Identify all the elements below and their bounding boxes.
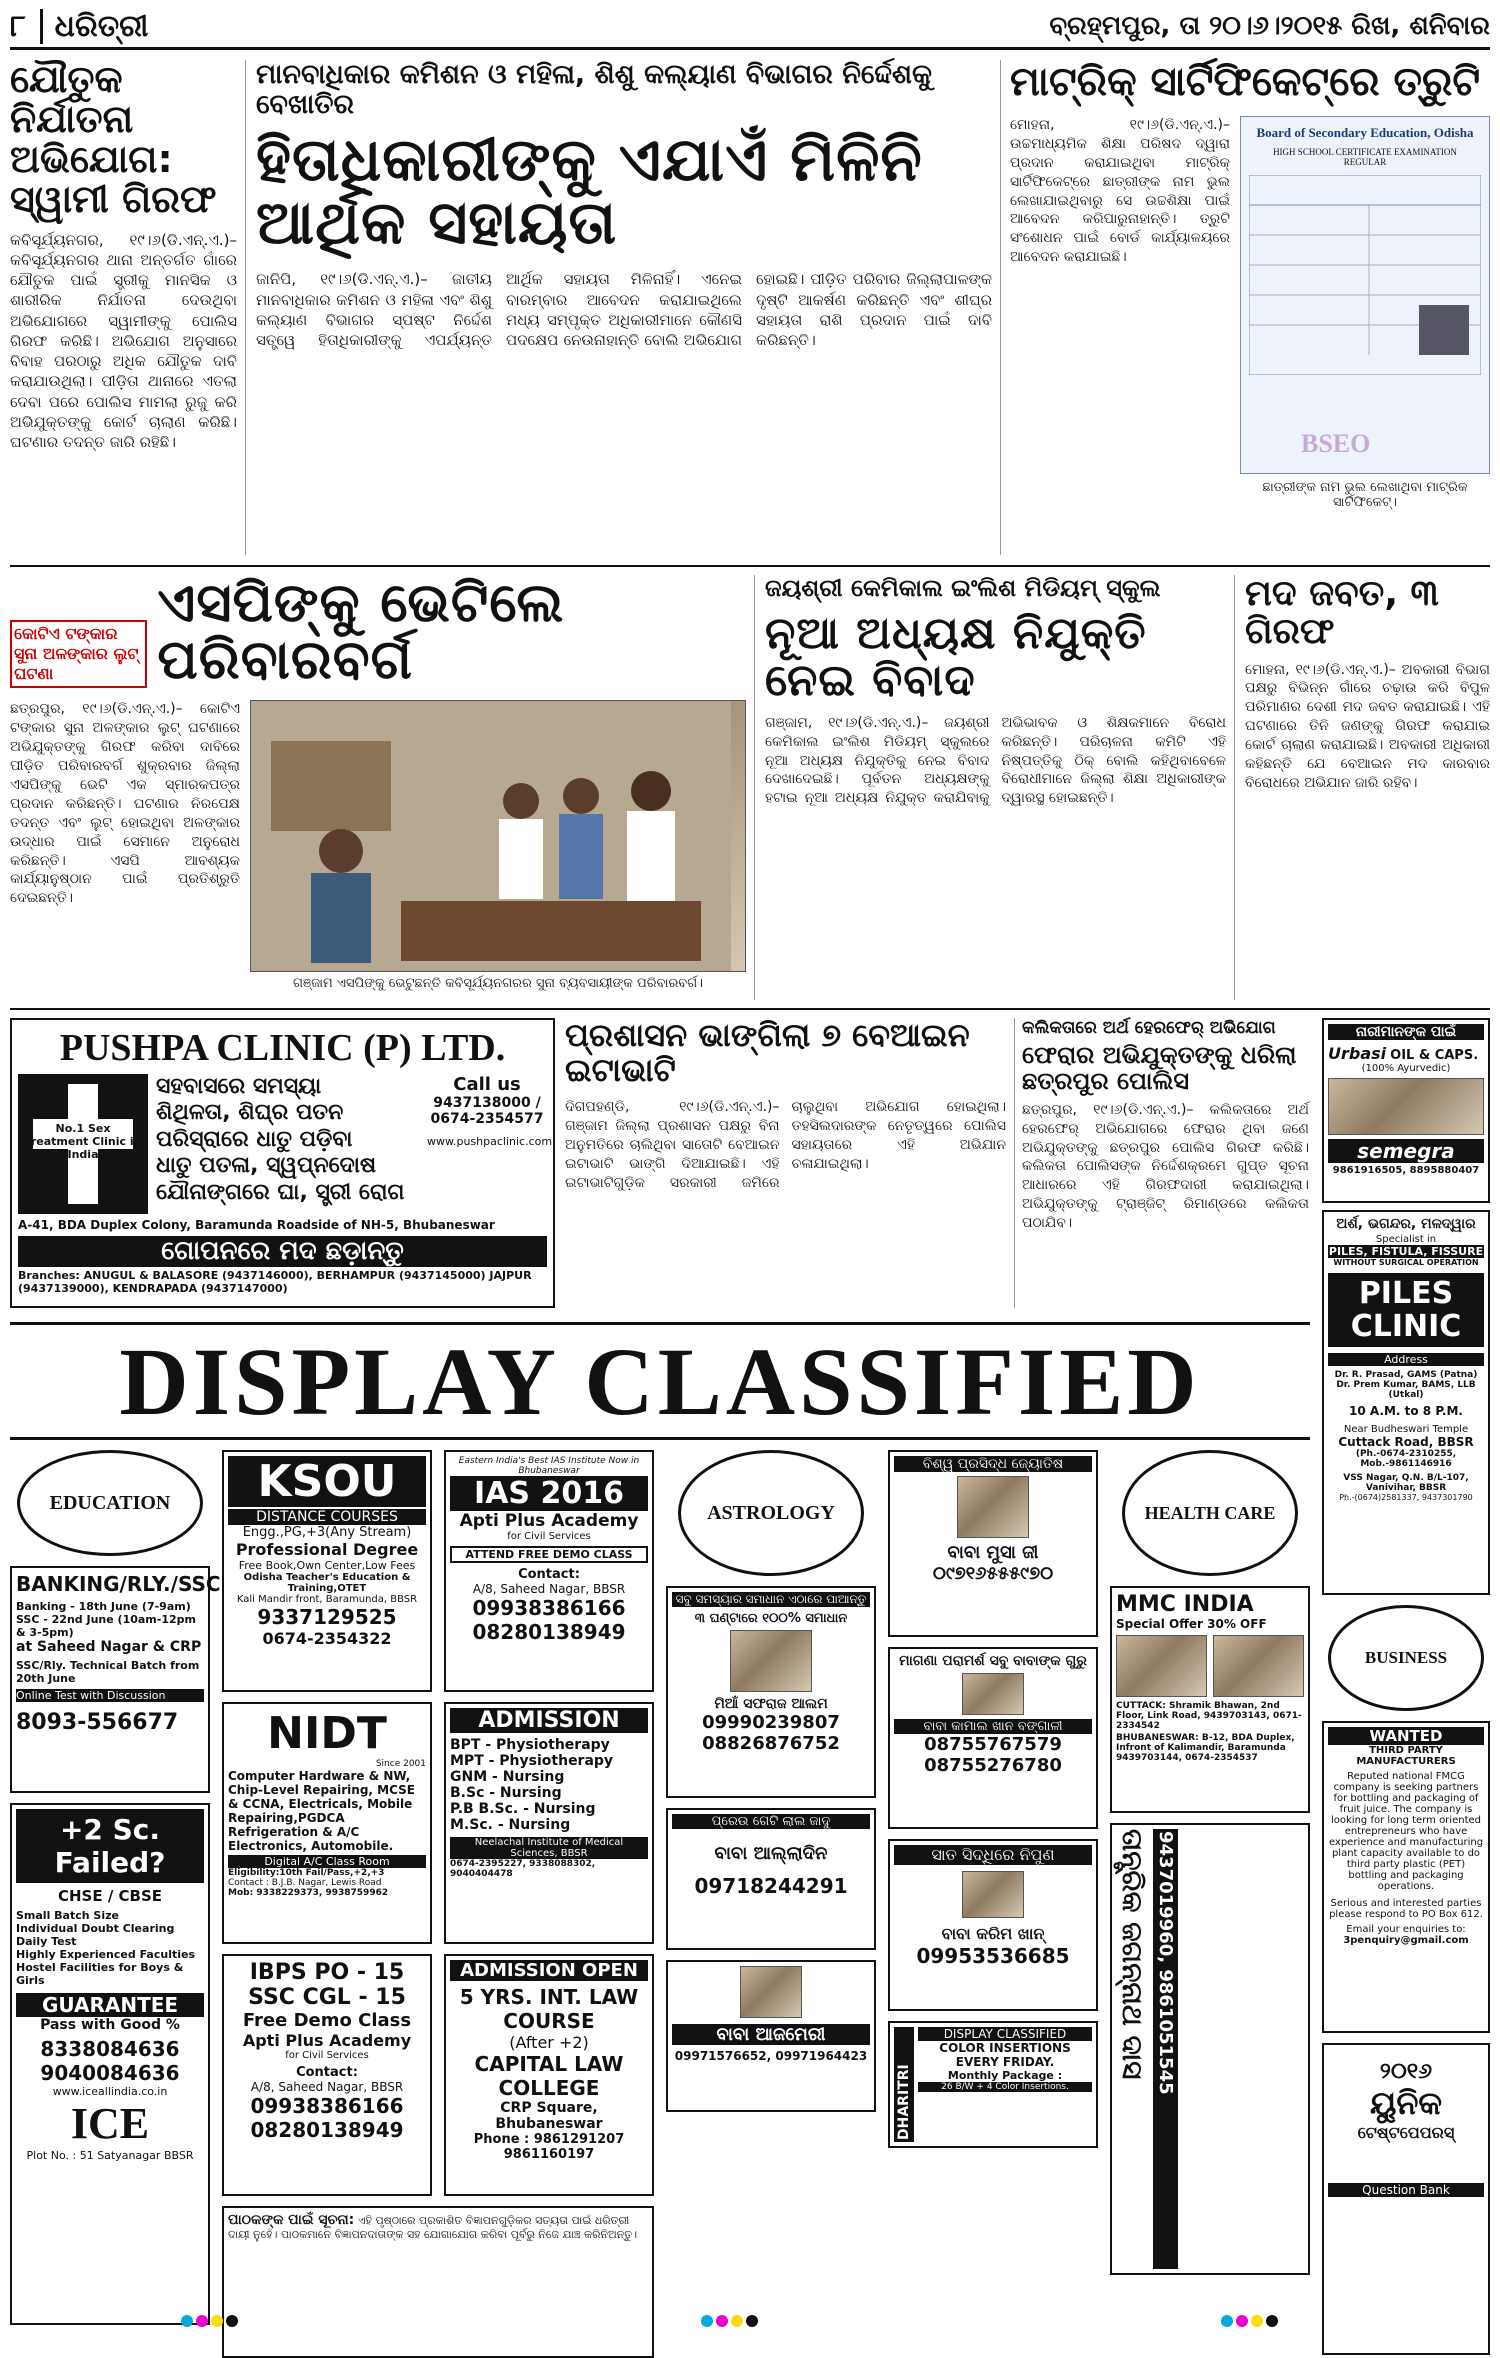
ad-vanik (10, 1566, 221, 1793)
ad-ias (444, 1450, 654, 1692)
phone-number: 09718244291 (694, 1874, 848, 1898)
ad-title: ପ୍ରେଉ ଗେଟି ଲାଲ ଜାଦୁ (672, 1814, 870, 1829)
ad-piles-clinic (1322, 1210, 1490, 1595)
address: CRP Square, Bhubaneswar (495, 2100, 603, 2132)
phone-number: Mob: 9338229373, 9938759962 (228, 1888, 389, 1898)
certificate-type: REGULAR (1343, 157, 1387, 167)
email: 3penquiry@gmail.com (1343, 1935, 1469, 1946)
ad-badge-text: No.1 Sex Treatment Clinic in India (24, 1122, 142, 1161)
brand-vertical: DHARITRI (894, 2027, 914, 2142)
ad-line: ଯୌନାଙ୍ଗରେ ଘା, ସ୍ତ୍ରୀ ରୋଗ (156, 1179, 405, 1205)
phone-number: 09971576652, 09971964423 (674, 2049, 868, 2063)
ad-line: Odisha Teacher's Education & Training,OTET (243, 1572, 411, 1594)
product-name: OIL & CAPS. (1390, 1048, 1479, 1063)
ad-line: Digital A/C Class Room (228, 1855, 426, 1868)
phone-number: 08280138949 (250, 2118, 404, 2142)
ad-line: ଧାତୁ ପତଳା, ସ୍ୱପ୍ନଦୋଷ (156, 1153, 377, 1179)
institute: Neelachal Institute of Medical Sciences, BBSR (450, 1837, 648, 1859)
ad-title: PILES CLINIC (1328, 1273, 1484, 1347)
ad-tag: for Civil Services (507, 1531, 591, 1542)
ad-conditions-odia: ଅର୍ଶ, ଭଗନ୍ଦର, ମଳଦ୍ୱାର (1336, 1216, 1476, 1232)
phone-number: ୦୯୭୧୬୫୫୫୯୭୦ (932, 1563, 1054, 1584)
address: BHUBANESWAR: B-12, BDA Duplex, Infront of Kalimandir, Baramunda 9439703144, 0674-2354537 (1116, 1733, 1295, 1763)
website: www.iceallindia.co.in (52, 2085, 168, 2098)
address: Plot No. : 51 Satyanagar BBSR (26, 2149, 194, 2162)
story-body: ଛତ୍ରପୁର, ୧୯।୬(ଡି.ଏନ୍.ଏ.)– କଲିକତାରେ ଅର୍ଥ ହେରଫେର୍ ଅଭିଯୋଗରେ ଫେରାର ଥିବା ଜଣେ ଅଭିଯୁକ୍ତଙ୍କୁ ଛତ୍ରପୁର ପୋଲିସ ଗିରଫ କରିଛି। କଲିକତା ପୋଲିସଙ୍କ ନିର୍ଦ୍ଦେଶକ୍ରମେ ଗୁପ୍ତ ସୂଚନା ଆଧାରରେ ଏହି ଗିରଫଦାରୀ କରାଯାଇଥିଲା। ଅଭିଯୁକ୍ତଙ୍କୁ ଟ୍ରାଞ୍ଜିଟ୍ ରିମାଣ୍ଡରେ କଲିକତା ପଠାଯିବ। (1022, 1101, 1309, 1232)
astrologer-name: ବାବା କାମାଲ ଖାନ ବଙ୍ଗାଳୀ (894, 1719, 1092, 1734)
ad-title: BANKING/RLY./SSC (16, 1572, 221, 1596)
certificate-image (1240, 116, 1490, 474)
ad-body: Reputed national FMCG company is seeking partners for bottling and packaging of fruit juice. The company is looking for long term oriented entrepreneurs who have experience and manufacturing plant capacity available to do third party plastic (PET) bottling and packaging operations. (1328, 1771, 1484, 1892)
health-care-seal: HEALTH CARE (1122, 1450, 1298, 1576)
story-body: ମୋହନା, ୧୯।୬(ଡି.ଏନ୍.ଏ.)– ଅବକାରୀ ବିଭାଗ ପକ୍ଷରୁ ବିଭିନ୍ନ ଗାଁରେ ଚଢ଼ାଉ କରି ବିପୁଳ ପରିମାଣର ଦେଶୀ ମଦ ଜବତ କରାଯାଇଛି। ଏହି ଘଟଣାରେ ତିନି ଜଣଙ୍କୁ ଗିରଫ କରାଯାଇ କୋର୍ଟ ଚାଲାଣ କରାଯାଇଛି। ଅବକାରୀ ଅଧିକାରୀ କହିଛନ୍ତି ଯେ ବେଆଇନ ମଦ କାରବାର ବିରୋଧରେ ଅଭିଯାନ ଜାରି ରହିବ। (1245, 661, 1490, 791)
course: M.Sc. - Nursing (450, 1817, 571, 1833)
astrologer-name: ମିଆଁ ସଫରାଜ ଆଲମ (714, 1696, 828, 1712)
photo-people (251, 701, 731, 971)
kicker: କୋଟିଏ ଟଙ୍କାର ସୁନା ଅଳଙ୍କାର ଲୁଟ୍ ଘଟଣା (10, 620, 147, 688)
astrologer-name: ବାବା ଆଲ୍ଲାଦିନ (714, 1843, 828, 1864)
kicker: ମାନବାଧିକାର କମିଶନ ଓ ମହିଳା, ଶିଶୁ କଲ୍ୟାଣ ବିଭାଗର ନିର୍ଦ୍ଦେଶକୁ ବେଖାତିର (256, 59, 932, 120)
kicker: କଲିକତାରେ ଅର୍ଥ ହେରଫେର୍ ଅଭିଯୋଗ (1022, 1018, 1276, 1038)
registration-mark (180, 2314, 240, 2328)
ad-academy: Apti Plus Academy (242, 2031, 412, 2050)
headline: ଏସପିଙ୍କୁ ଭେଟିଲେ ପରିବାରବର୍ଗ (157, 571, 565, 691)
registration-mark (1220, 2314, 1280, 2328)
page-header (10, 6, 1490, 50)
headline-line: Failed? (54, 1846, 166, 1879)
headline: ପ୍ରଶାସନ ଭାଙ୍ଗିଲା ୭ ବେଆଇନ ଇଟାଭାଟି (565, 1016, 970, 1090)
headline: ଯୌତୁକ ନିର୍ଯାତନା ଅଭିଯୋଗ: ସ୍ୱାମୀ ଗିରଫ (10, 57, 217, 221)
business-seal: BUSINESS (1328, 1605, 1484, 1711)
address-label: Address (1328, 1353, 1484, 1366)
headline: ଫେରାର ଅଭିଯୁକ୍ତଙ୍କୁ ଧରିଲା ଛତ୍ରପୁର ପୋଲିସ (1022, 1041, 1297, 1096)
ad-title: IAS 2016 (450, 1476, 648, 1511)
headline-line: +2 Sc. (59, 1813, 161, 1846)
ad-specialist-label: Specialist in (1375, 1234, 1437, 1245)
story-body: ଜାନିପି, ୧୯।୬(ଡି.ଏନ୍.ଏ.)– ଜାତୀୟ ମାନବାଧିକାର କମିଶନ ଓ ମହିଳା ଏବଂ ଶିଶୁ କଲ୍ୟାଣ ବିଭାଗର ସ୍ପଷ୍ଟ ନିର୍ଦ୍ଦେଶ ସତ୍ତ୍ୱେ ହିତାଧିକାରୀଙ୍କୁ ଏପର୍ଯ୍ୟନ୍ତ ଆର୍ଥିକ ସହାୟତା ମିଳିନାହିଁ। ଏନେଇ ବାରମ୍ବାର ଆବେଦନ କରାଯାଇଥିଲେ ମଧ୍ୟ ସମ୍ପୃକ୍ତ ଅଧିକାରୀମାନେ କୌଣସି ପଦକ୍ଷେପ ନେଉନାହାନ୍ତି ବୋଲି ଅଭିଯୋଗ ହୋଇଛି। ପୀଡ଼ିତ ପରିବାର ଜିଲ୍ଲାପାଳଙ୍କ ଦୃଷ୍ଟି ଆକର୍ଷଣ କରିଛନ୍ତି ଏବଂ ଶୀଘ୍ର ସହାୟତା ରାଶି ପ୍ରଦାନ ପାଇଁ ଦାବି କରିଛନ୍ତି। (256, 270, 992, 350)
ad-title: KSOU (228, 1456, 426, 1507)
astrologer-name: ତାନ୍ତ୍ରିକ ଜଗନ୍ନାଥ ଦାସ (1116, 1829, 1149, 2080)
brand-name: Urbasi (1328, 1044, 1387, 1063)
ad-ibps (222, 1954, 432, 2196)
ad-title: ସବୁ ସମସ୍ୟାର ସମାଧାନ ଏଠାରେ ପାଆନ୍ତୁ (672, 1592, 870, 1607)
phone-number: 09990239807 (702, 1712, 840, 1733)
astrologer-photo (740, 1966, 802, 2018)
classified-col-4 (666, 1450, 876, 2330)
doctor: Dr. R. Prasad, GAMS (Patna) (1334, 1370, 1478, 1380)
product-photo (1328, 1078, 1484, 1135)
reader-notice (222, 2206, 654, 2358)
pass-line: Pass with Good % (40, 2017, 180, 2033)
ad-subtitle: THIRD PARTY MANUFACTURERS (1356, 1745, 1456, 1767)
phone-number: 08280138949 (472, 1620, 626, 1644)
dateline: ବ୍ରହ୍ମପୁର, ତା ୨୦।୬।୨୦୧୫ ରିଖ, ଶନିବାର (1049, 11, 1490, 41)
story-body: କବିସୂର୍ଯ୍ୟନଗର, ୧୯।୬(ଡି.ଏନ୍.ଏ.)– କବିସୂର୍ଯ୍ୟନଗର ଥାନା ଅନ୍ତର୍ଗତ ଗାଁରେ ଯୌତୁକ ପାଇଁ ସ୍ତ୍ରୀକୁ ମାନସିକ ଓ ଶାରୀରିକ ନିର୍ଯାତନା ଦେଉଥିବା ଅଭିଯୋଗରେ ସ୍ୱାମୀଙ୍କୁ ପୋଲିସ ଗିରଫ କରିଛି। ଅଭିଯୋଗ ଅନୁସାରେ ବିବାହ ପରଠାରୁ ଅଧିକ ଯୌତୁକ ଦାବି କରାଯାଉଥିଲା। ପୀଡ଼ିତା ଥାନାରେ ଏତଲା ଦେବା ପରେ ପୋଲିସ ମାମଲା ରୁଜୁ କରି ଅଭିଯୁକ୍ତଙ୍କୁ କୋର୍ଟ ଚାଲାଣ କରିଛି। ଘଟଣାର ତଦନ୍ତ ଜାରି ରହିଛି। (10, 230, 237, 452)
question-bank: Question Bank (1328, 2183, 1484, 2197)
ad-astro-famous (888, 1450, 1098, 1637)
brand-logo: ICE (70, 2099, 150, 2148)
story-gold (10, 571, 755, 1000)
ad-title: PUSHPA CLINIC (P) LTD. (59, 1027, 506, 1069)
astrologer-name: ବାବା ମୁସା ଜୀ (947, 1542, 1039, 1563)
ad-line: Monthly Package : (947, 2069, 1063, 2082)
ad-line: Online Test with Discussion (16, 1689, 204, 1702)
ad-kicker: Eastern India's Best IAS Institute Now in Bhubaneswar (458, 1456, 640, 1476)
ad-line: Banking - 18th June (7-9am) (16, 1600, 191, 1613)
ad-conditions: PILES, FISTULA, FISSURE (1328, 1245, 1484, 1258)
phone-numbers: 9437138000 / 0674-2354577 (430, 1095, 544, 1127)
phone-number: 0674-2354322 (262, 1629, 392, 1648)
ad-line: ସହବାସରେ ସମସ୍ୟା (156, 1074, 322, 1099)
phone-number: 8338084636 (40, 2037, 180, 2061)
phone-number: 0674-2395227, 9338088302, 9040404478 (450, 1859, 596, 1879)
story-assistance (256, 60, 1001, 555)
news-photo (250, 700, 746, 972)
phone-number: 08826876752 (702, 1733, 840, 1754)
course: P.B B.Sc. - Nursing (450, 1801, 596, 1817)
hours: 10 A.M. to 8 P.M. (1349, 1404, 1463, 1418)
phone-number: 08755767579 (924, 1734, 1062, 1755)
headline: ନୂଆ ଅଧ୍ୟକ୍ଷ ନିଯୁକ୍ତି ନେଇ ବିବାଦ (765, 608, 1147, 706)
ad-title (16, 1809, 204, 1883)
ad-courses: Computer Hardware & NW, Chip-Level Repairing, MCSE & CCNA, Electricals, Mobile Repairing,PGDCA Refrigeration & A/C Electronics, Automobile. (228, 1769, 415, 1853)
phone-number: 8093-556677 (16, 1710, 179, 1735)
phone: (Ph.-0674-2310255, Mob.-9861146916 (1355, 1449, 1457, 1469)
ad-branches: Branches: ANUGUL & BALASORE (9437146000), BERHAMPUR (9437145000) JAJPUR (9437139000), KENDRAPADA (9437147000) (18, 1269, 532, 1295)
story-body: ଦିଗପହଣ୍ଡି, ୧୯।୬(ଡି.ଏନ୍.ଏ.)– ଗଞ୍ଜାମ ଜିଲ୍ଲା ପ୍ରଶାସନ ପକ୍ଷରୁ ବିନା ଅନୁମତିରେ ଚାଲିଥିବା ସାତୋଟି ବେଆଇନ ଇଟାଭାଟି ଭାଙ୍ଗି ଦିଆଯାଇଛି। ଏହି ଇଟାଭାଟିଗୁଡ଼ିକ ସରକାରୀ ଜମିରେ ଚାଲୁଥିବା ଅଭିଯୋଗ ହୋଇଥିଲା। ତହସିଲଦାରଙ୍କ ନେତୃତ୍ୱରେ ପୋଲିସ ସହାୟତାରେ ଏହି ଅଭିଯାନ ଚଳାଯାଇଥିଲା। (565, 1099, 1006, 1191)
ad-line: at Saheed Nagar & CRP (16, 1639, 202, 1655)
story-admin (565, 1018, 1015, 1308)
course: BPT - Physiotherapy (450, 1737, 610, 1753)
phone-number: 09938386166 (250, 2094, 404, 2118)
certificate-table (1249, 175, 1481, 375)
phone-number: 9437019960, 9861051545 (1153, 1829, 1178, 2269)
ad-astro-seven (888, 1839, 1098, 2011)
ad-line: Free Demo Class (242, 2010, 412, 2031)
story-body: ମୋହନା, ୧୯।୬(ଡି.ଏନ୍.ଏ.)– ଉଚ୍ଚମାଧ୍ୟମିକ ଶିକ୍ଷା ପରିଷଦ ଦ୍ୱାରା ପ୍ରଦାନ କରାଯାଇଥିବା ମାଟ୍ରିକ୍ ସାର୍ଟିଫିକେଟ୍‌ରେ ଛାତ୍ରୀଙ୍କ ନାମ ଭୁଲ ଲେଖାଯାଇଥିବାରୁ ସେ ଉଚ୍ଚଶିକ୍ଷା ପାଇଁ ଆବେଦନ କରିପାରୁନାହାନ୍ତି। ତ୍ରୁଟି ସଂଶୋଧନ ପାଇଁ ବୋର୍ଡ କାର୍ଯ୍ୟାଳୟରେ ଆବେଦନ କରାଯାଇଛି। (1010, 117, 1230, 266)
classified-col-1 (10, 1450, 221, 2330)
ad-subtitle: DISTANCE COURSES (228, 1509, 426, 1525)
maker-logo: semegra (1328, 1139, 1484, 1163)
contact-label: Contact: (296, 2065, 358, 2080)
registration-mark (700, 2314, 760, 2328)
ad-line: COLOR INSERTIONS EVERY FRIDAY. (939, 2041, 1071, 2069)
doctor: Dr. Prem Kumar, BAMS, LLB (Utkal) (1336, 1380, 1476, 1400)
ad-badge (18, 1074, 148, 1214)
ad-title: ସାତ ସିଦ୍ଧିରେ ନିପୁଣ (894, 1845, 1092, 1865)
ad-urbasi (1322, 1018, 1490, 1203)
address: Kali Mandir front, Baramunda, BBSR (236, 1594, 418, 1605)
college: CAPITAL LAW COLLEGE (474, 2052, 624, 2100)
kicker: ଜୟଶ୍ରୀ କେମିକାଲ ଇଂଲିଶ ମିଡିୟମ୍ ସ୍କୁଲ (765, 574, 1161, 602)
ad-contact: Serious and interested parties please respond to PO Box 612. (1329, 1898, 1483, 1920)
ad-title: ବିଶ୍ୱ ପ୍ରସିଦ୍ଧ ଜ୍ୟୋତିଷ (894, 1456, 1092, 1472)
story-dowry (10, 57, 246, 555)
masthead-logo: ଧରିତ୍ରୀ (40, 9, 149, 44)
contact-label: Contact: (518, 1567, 580, 1582)
ad-demo: ATTEND FREE DEMO CLASS (450, 1546, 648, 1563)
phone-number: 09938386166 (472, 1596, 626, 1620)
story-body: ଛତ୍ରପୁର, ୧୯।୬(ଡି.ଏନ୍.ଏ.)– କୋଟିଏ ଟଙ୍କାର ସୁନା ଅଳଙ୍କାର ଲୁଟ୍ ଘଟଣାରେ ଅଭିଯୁକ୍ତଙ୍କୁ ଗିରଫ କରିବା ଦାବିରେ ପୀଡ଼ିତ ପରିବାରବର୍ଗ ଶୁକ୍ରବାର ଜିଲ୍ଲା ଏସପିଙ୍କୁ ଭେଟି ଏକ ସ୍ମାରକପତ୍ର ପ୍ରଦାନ କରିଛନ୍ତି। ଘଟଣାର ନିରପେକ୍ଷ ତଦନ୍ତ ଏବଂ ଲୁଟ୍ ହୋଇଥିବା ଅଳଙ୍କାର ଉଦ୍ଧାର ପାଇଁ ସେମାନେ ଅନୁରୋଧ କରିଛନ୍ତି। ଏସପି ଆବଶ୍ୟକ କାର୍ଯ୍ୟାନୁଷ୍ଠାନ ପାଇଁ ପ୍ରତିଶ୍ରୁତି ଦେଇଛନ୍ତି। (10, 701, 240, 907)
ad-line: ପରିସ୍ରାରେ ଧାତୁ ପଡ଼ିବା (156, 1126, 353, 1152)
headline: ମାଟ୍ରିକ୍ ସାର୍ଟିଫିକେଟ୍‌ରେ ତ୍ରୁଟି (1010, 59, 1481, 105)
ad-title: WANTED (1328, 1727, 1484, 1745)
ad-line: 26 B/W + 4 Color Insertions. (918, 2082, 1092, 2092)
address: A/8, Saheed Nagar, BBSR (250, 2080, 404, 2094)
astrologer-name: ବାବା ଆଜମେରୀ (672, 2024, 870, 2045)
ad-unique (1322, 2043, 1490, 2355)
ad-law-college (444, 1954, 654, 2196)
section-divider (10, 1008, 1490, 1010)
feature: Hostel Facilities for Boys & Girls (16, 1961, 184, 1987)
ad-subtitle: Apti Plus Academy (459, 1511, 639, 1531)
phone-number: 08755276780 (924, 1755, 1062, 1776)
certificate-board: Board of Secondary Education, Odisha (1256, 125, 1474, 140)
headline: ମଦ ଜବତ, ୩ ଗିରଫ (1245, 573, 1439, 652)
phone-numbers: 9861916505, 8895880407 (1332, 1165, 1480, 1176)
section-divider (10, 565, 1490, 567)
ad-method: WITHOUT SURGICAL OPERATION (1333, 1258, 1479, 1267)
notice-body: ଏହି ପୃଷ୍ଠାରେ ପ୍ରକାଶିତ ବିଜ୍ଞାପନଗୁଡ଼ିକର ସତ୍ୟତା ପାଇଁ ଧରିତ୍ରୀ ଦାୟୀ ନୁହେଁ। ପାଠକମାନେ ବିଜ୍ଞାପନଦାତାଙ୍କ ସହ ଯୋଗାଯୋଗ କରିବା ପୂର୍ବରୁ ନିଜେ ଯାଞ୍ଚ କରିନିଅନ୍ତୁ। (228, 2214, 638, 2241)
ad-title: NIDT (267, 1708, 387, 1759)
classified-col-6 (1110, 1450, 1310, 2330)
product-claim: (100% Ayurvedic) (1361, 1063, 1451, 1074)
astrologer-photo (957, 1476, 1029, 1538)
education-seal: EDUCATION (17, 1450, 203, 1556)
astrologer-photo (962, 1673, 1024, 1715)
photo-caption: ଗଞ୍ଜାମ ଏସପିଙ୍କୁ ଭେଟୁଛନ୍ତି କବିସୂର୍ଯ୍ୟନଗରର ସୁନା ବ୍ୟବସାୟୀଙ୍କ ପରିବାରବର୍ଗ। (292, 976, 704, 992)
astrologer-photo (962, 1871, 1024, 1918)
ad-slogan: ଗୋପନରେ ମଦ ଛଡ଼ାନ୍ତୁ (18, 1236, 547, 1267)
phone-number: 9337129525 (257, 1605, 397, 1629)
website: www.pushpaclinic.com (427, 1135, 553, 1148)
ad-subtitle: SSC CGL - 15 (248, 1985, 406, 2010)
header-left (10, 9, 148, 44)
ad-tantrik (1110, 1823, 1310, 2275)
course: MPT - Physiotherapy (450, 1753, 614, 1769)
ad-astro-ajmeri (666, 1960, 876, 2112)
ad-line: Engg.,PG,+3(Any Stream) (242, 1525, 412, 1540)
ad-since: Since 2001 (375, 1759, 426, 1769)
ad-dharitri-classified (888, 2021, 1098, 2148)
guarantee: GUARANTEE (16, 1993, 204, 2017)
ad-offer: Special Offer 30% OFF (1116, 1617, 1267, 1631)
address: VSS Nagar, Q.N. B/L-107, Vanivihar, BBSR (1343, 1473, 1469, 1493)
course: GNM - Nursing (450, 1769, 565, 1785)
ad-astro-parsee (888, 1647, 1098, 1829)
notice-title: ପାଠକଙ୍କ ପାଇଁ ସୂଚନା: (228, 2212, 355, 2228)
story-kolkata (1022, 1018, 1317, 1308)
doctor-photo (1213, 1635, 1304, 1697)
certificate-watermark: BSEO (1301, 429, 1371, 458)
course: B.Sc - Nursing (450, 1785, 562, 1801)
ad-kicker: ନାରୀମାନଙ୍କ ପାଇଁ (1328, 1024, 1484, 1040)
classified-col-3 (444, 1450, 654, 2180)
feature: Daily Test (16, 1935, 77, 1948)
display-classified-banner (10, 1322, 1310, 1440)
banner-title: DISPLAY CLASSIFIED (119, 1327, 1201, 1435)
story-body: ଗଞ୍ଜାମ, ୧୯।୬(ଡି.ଏନ୍.ଏ.)– ଜୟଶ୍ରୀ କେମିକାଲ ଇଂଲିଶ ମିଡିୟମ୍ ସ୍କୁଲରେ ନୂଆ ଅଧ୍ୟକ୍ଷ ନିଯୁକ୍ତିକୁ ନେଇ ବିବାଦ ଦେଖାଦେଇଛି। ପୂର୍ବତନ ଅଧ୍ୟକ୍ଷଙ୍କୁ ହଟାଇ ନୂଆ ଅଧ୍ୟକ୍ଷ ନିଯୁକ୍ତ କରାଯିବାକୁ ଅଭିଭାବକ ଓ ଶିକ୍ଷକମାନେ ବିରୋଧ କରିଛନ୍ତି। ପରିଚାଳନା କମିଟି ଏହି ନିଷ୍ପତ୍ତିକୁ ଠିକ୍ ବୋଲି କହିଥିବାବେଳେ ବିରୋଧୀମାନେ ଜିଲ୍ଲା ଶିକ୍ଷା ଅଧିକାରୀଙ୍କ ଦ୍ୱାରସ୍ଥ ହୋଇଛନ୍ତି। (765, 714, 1226, 807)
page-number: ୮ (10, 9, 26, 44)
ad-tag: for Civil Services (285, 2050, 369, 2061)
ad-line: SSC - 22nd June (10am-12pm & 3-5pm) (16, 1613, 196, 1639)
story-liquor (1245, 575, 1490, 1000)
astrologer-photo (730, 1630, 812, 1692)
call-label: Call us (453, 1074, 521, 1095)
phone-number: 9040084636 (40, 2061, 180, 2085)
story-certificate (1010, 60, 1490, 555)
ad-line: Eligibility:10th Fail/Pass,+2,+3 (228, 1868, 385, 1878)
ad-pushpa-clinic (10, 1018, 555, 1308)
ad-title: ମାଗଣା ପରାମର୍ଶ ସବୁ ବାବାଙ୍କ ଗୁରୁ (899, 1653, 1087, 1669)
ad-wanted (1322, 1721, 1490, 2033)
ad-title: IBPS PO - 15 (249, 1960, 405, 1985)
ad-line: ଶିଥିଳତା, ଶିଘ୍ର ପତନ (156, 1100, 344, 1126)
ad-ksou (222, 1450, 432, 1692)
ad-title: ADMISSION (450, 1708, 648, 1733)
feature: Small Batch Size (16, 1909, 119, 1922)
landmark: Near Budheswari Temple (1343, 1424, 1469, 1435)
doctor-photo (1116, 1635, 1207, 1697)
ad-astro-lal (666, 1808, 876, 1950)
ad-line: ୩ ଘଣ୍ଟାରେ ୧୦୦% ସମାଧାନ (694, 1611, 848, 1626)
classified-col-5 (888, 1450, 1098, 2330)
headline: ହିତାଧିକାରୀଙ୍କୁ ଏଯାଏଁ ମିଳିନି ଆର୍ଥିକ ସହାୟତା (256, 125, 923, 259)
feature: Individual Doubt Clearing (16, 1922, 175, 1935)
ad-admission-paramedical (444, 1702, 654, 1944)
ad-title: ADMISSION OPEN (450, 1960, 648, 1981)
story-school (765, 575, 1235, 1000)
ad-nidt (222, 1702, 432, 1944)
ad-line: Free Book,Own Center,Low Fees (238, 1559, 416, 1572)
feature: Highly Experienced Faculties (16, 1948, 196, 1961)
ad-ice (10, 1803, 210, 2325)
email-label: Email your enquiries to: (1346, 1924, 1466, 1935)
phone: Ph.-(0674)2581337, 9437301790 (1339, 1493, 1473, 1502)
ad-line: SSC/Rly. Technical Batch from 20th June (16, 1659, 200, 1685)
road: Cuttack Road, BBSR (1338, 1435, 1474, 1449)
address: CUTTACK: Shramik Bhawan, 2nd Floor, Link Road, 9439703143, 0671-2334542 (1116, 1701, 1302, 1731)
ad-line: Professional Degree (235, 1540, 419, 1559)
ad-year: ୨୦୧୬ (1379, 2059, 1433, 2084)
eligibility: (After +2) (509, 2033, 589, 2052)
ad-mmc-india (1110, 1586, 1310, 1813)
ad-title: MMC INDIA (1116, 1592, 1254, 1617)
course: 5 YRS. INT. LAW COURSE (459, 1985, 639, 2033)
ad-title: DISPLAY CLASSIFIED (918, 2027, 1092, 2041)
address: A/8, Saheed Nagar, BBSR (472, 1582, 626, 1596)
certificate-title: HIGH SCHOOL CERTIFICATE EXAMINATION (1273, 147, 1457, 157)
astrologer-name: ବାବା କରିମ ଖାନ୍ (941, 1924, 1045, 1943)
astrology-seal: ASTROLOGY (678, 1450, 864, 1576)
ad-astro-solution (666, 1586, 876, 1798)
ad-title: ୟୁନିକ (1369, 2084, 1443, 2122)
phone-number: Phone : 9861291207 9861160197 (473, 2132, 625, 2162)
ad-line: CHSE / CBSE (57, 1887, 163, 1905)
ad-address: A-41, BDA Duplex Colony, Baramunda Roadside of NH-5, Bhubaneswar (18, 1218, 495, 1232)
ad-subtitle: ଟେଷ୍ଟପେପରସ୍ (1357, 2123, 1455, 2142)
photo-caption: ଛାତ୍ରୀଙ୍କ ନାମ ଭୁଲ ଲେଖାଥିବା ମାଟ୍ରିକ ସାର୍ଟିଫିକେଟ୍। (1262, 480, 1468, 510)
classified-col-7 (1322, 1605, 1490, 2330)
phone-number: 09953536685 (916, 1944, 1070, 1968)
ad-line: Contact : B.J.B. Nagar, Lewis Road (228, 1878, 382, 1888)
